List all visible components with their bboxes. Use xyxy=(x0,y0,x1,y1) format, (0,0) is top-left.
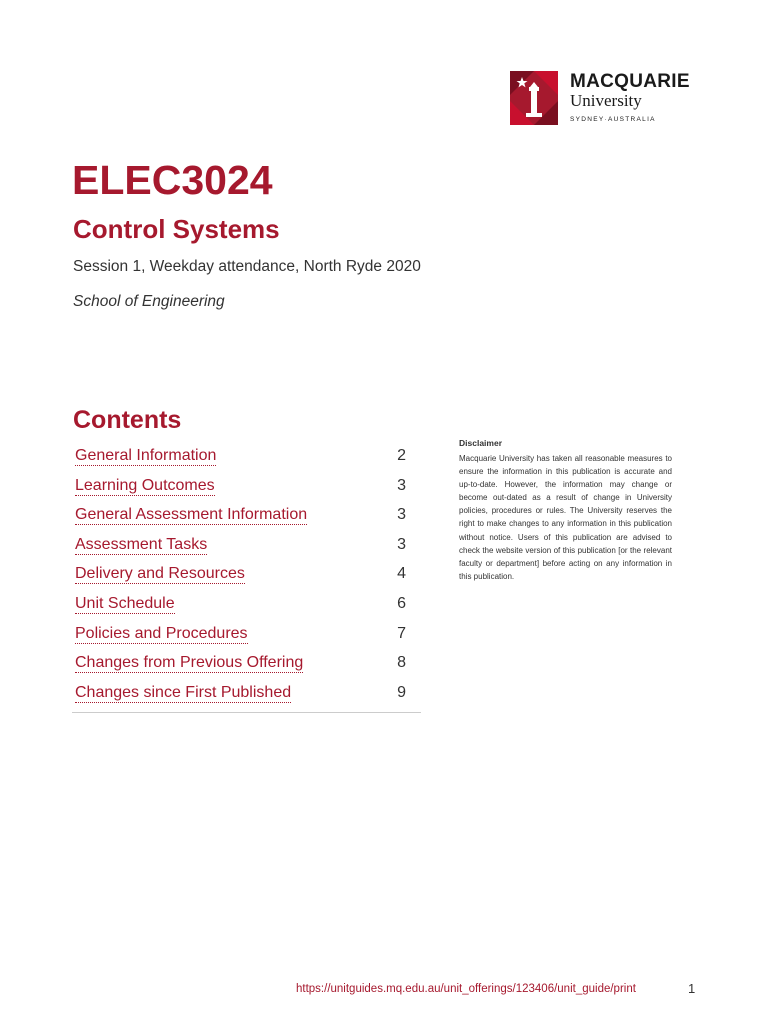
disclaimer-box xyxy=(459,437,672,583)
unit-code: ELEC3024 xyxy=(72,157,273,203)
footer-page-number: 1 xyxy=(688,981,696,996)
toc-row xyxy=(72,649,421,679)
contents-heading: Contents xyxy=(73,406,182,434)
footer-url-link[interactable]: https://unitguides.mq.edu.au/unit_offerings/123406/unit_guide/print xyxy=(296,983,636,995)
logo-location: SYDNEY·AUSTRALIA xyxy=(570,116,656,123)
toc-link-changes-from-previous-offering[interactable]: Changes from Previous Offering xyxy=(75,654,304,672)
toc-row xyxy=(72,472,421,502)
disclaimer-title: Disclaimer xyxy=(459,438,502,448)
toc-page-number: 2 xyxy=(397,447,406,464)
toc-page-number: 6 xyxy=(397,594,406,612)
university-crest-icon xyxy=(510,71,560,125)
toc-link-assessment-tasks[interactable]: Assessment Tasks xyxy=(75,535,208,553)
toc-row xyxy=(72,560,421,590)
disclaimer-body: Macquarie University has taken all reasonable measures to ensure the information in this publication is accurate and up-to-date. However, the information may change or become out-dated as a result of change in University policies, procedures or rules. The University reserves the right to make changes to any information in this publication without notice. Users of this publication are advised to check the website version of this publication [or the relevant faculty or department] before acting on any information in this publication. xyxy=(459,454,672,581)
toc-row xyxy=(72,501,421,531)
toc-page-number: 7 xyxy=(397,624,406,642)
toc-page-number: 3 xyxy=(397,476,406,494)
toc-link-general-information[interactable]: General Information xyxy=(75,447,217,464)
toc-link-general-assessment-information[interactable]: General Assessment Information xyxy=(75,506,308,524)
toc-page-number: 3 xyxy=(397,506,406,524)
toc-link-learning-outcomes[interactable]: Learning Outcomes xyxy=(75,476,215,494)
toc-page-number: 3 xyxy=(397,535,406,553)
toc-link-policies-and-procedures[interactable]: Policies and Procedures xyxy=(75,624,248,642)
logo-subtitle: University xyxy=(570,91,642,110)
toc-link-unit-schedule[interactable]: Unit Schedule xyxy=(75,594,175,612)
unit-title: Control Systems xyxy=(73,214,280,244)
school-name: School of Engineering xyxy=(73,293,225,310)
toc-link-delivery-and-resources[interactable]: Delivery and Resources xyxy=(75,565,245,583)
session-info: Session 1, Weekday attendance, North Ryde 2020 xyxy=(73,258,421,275)
toc-row xyxy=(72,620,421,650)
toc-page-number: 4 xyxy=(397,565,406,583)
toc-page-number: 9 xyxy=(397,683,406,701)
table-of-contents xyxy=(72,442,421,713)
toc-row xyxy=(72,679,421,709)
logo-wordmark: MACQUARIE xyxy=(570,71,690,92)
toc-page-number: 8 xyxy=(397,654,406,672)
toc-row xyxy=(72,531,421,561)
toc-link-changes-since-first-published[interactable]: Changes since First Published xyxy=(75,683,292,701)
toc-row xyxy=(72,590,421,620)
toc-row xyxy=(72,442,421,472)
macquarie-logo xyxy=(510,71,710,125)
